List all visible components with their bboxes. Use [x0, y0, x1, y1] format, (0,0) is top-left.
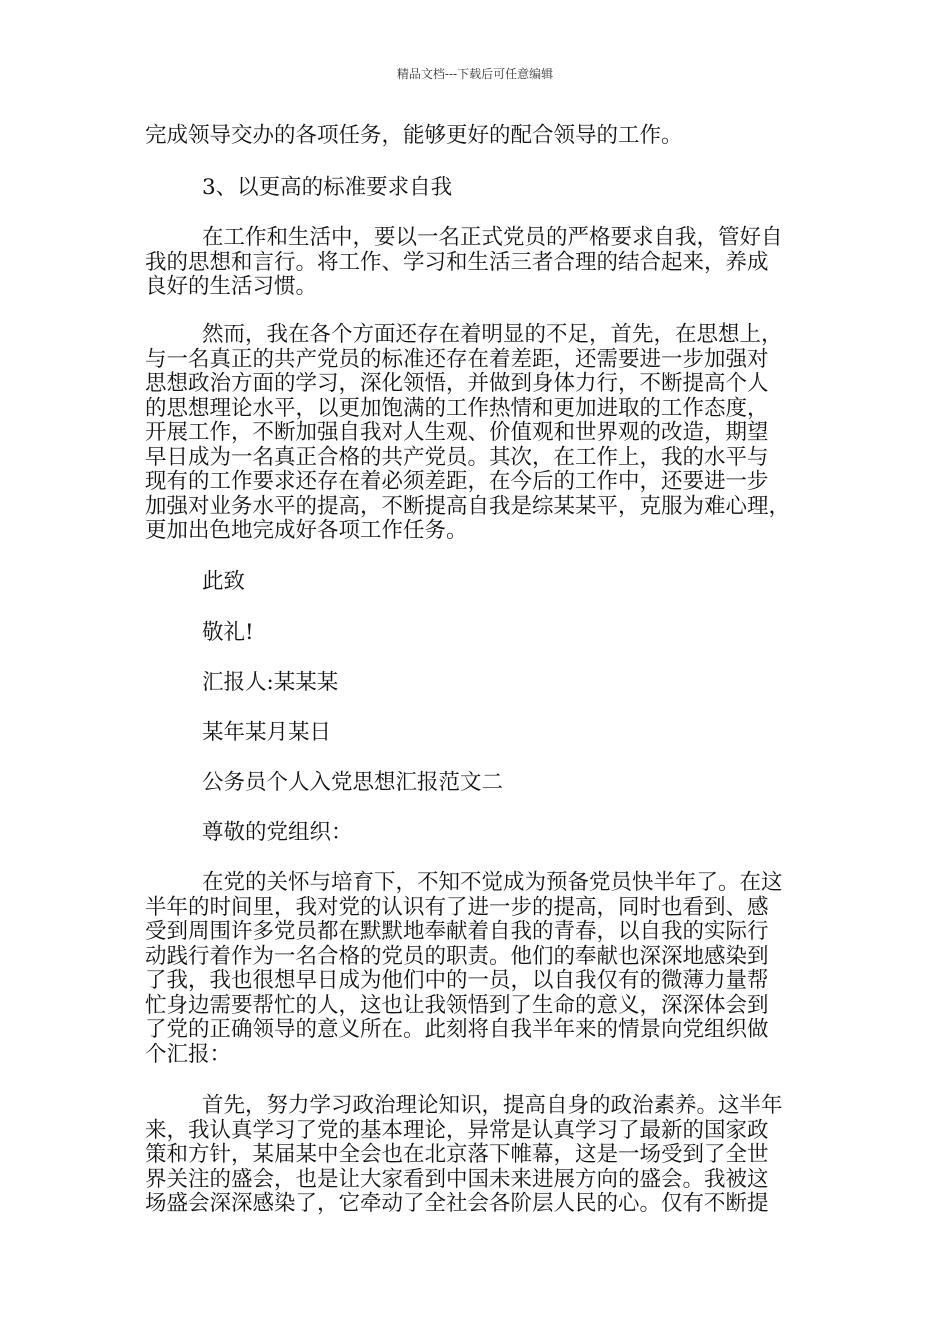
- text-line: 在党的关怀与培育下，不知不觉成为预备党员快半年了。在这: [202, 870, 783, 895]
- text-line: 我的思想和言行。将工作、学习和生活三者合理的结合起来，养成: [145, 249, 769, 275]
- text-line: 首先，努力学习政治理论知识，提高自身的政治素养。这半年: [202, 1093, 783, 1118]
- text-line: 良好的生活习惯。: [145, 274, 318, 299]
- paragraph-continuation: [145, 124, 825, 149]
- paragraph-shortcomings: [145, 323, 825, 544]
- text-line: 加强对业务水平的提高，不断提高自我是综某某平，克服为难心理，: [145, 493, 791, 519]
- text-line: 场盛会深深感染了，它牵动了全社会各阶层人民的心。仅有不断提: [145, 1191, 769, 1216]
- paragraph-intro: [145, 871, 825, 1067]
- text-line: 的思想理论水平，以更加饱满的工作热情和更加进取的工作态度，: [145, 395, 769, 421]
- text-line: 来，我认真学习了党的基本理论，异常是认真学习了最新的国家政: [145, 1117, 769, 1143]
- reporter-signature: 汇报人:某某某: [202, 670, 339, 695]
- text-line: 现有的工作要求还存在着必须差距，在今后的工作中，还要进一步: [145, 469, 769, 494]
- page-header: 精品文档---下载后可任意编辑: [396, 67, 554, 81]
- text-line: 半年的时间里，我对党的认识有了进一步的提高，同时也看到、感: [145, 894, 769, 920]
- text-line: 思想政治方面的学习，深化领悟，并做到身体力行，不断提高个人: [145, 371, 769, 396]
- paragraph-work-life: [145, 226, 825, 300]
- text-line: 早日成为一名真正合格的共产党员。其次，在工作上，我的水平与: [145, 444, 769, 470]
- text-line: 然而，我在各个方面还存在着明显的不足，首先，在思想上，: [202, 322, 783, 347]
- text-line: 与一名真正的共产党员的标准还存在着差距，还需要进一步加强对: [145, 346, 769, 372]
- section-heading: 3、以更高的标准要求自我: [202, 175, 453, 200]
- salutation: 尊敬的党组织：: [202, 820, 353, 845]
- text-line: 了我，我也很想早日成为他们中的一员，以自我仅有的微薄力量帮: [145, 968, 769, 993]
- text-line: 了党的正确领导的意义所在。此刻将自我半年来的情景向党组织做: [145, 1017, 769, 1042]
- text-line: 策和方针，某届某中全会也在北京落下帷幕，这是一场受到了全世: [145, 1142, 769, 1167]
- text-line: 忙身边需要帮忙的人，这也让我领悟到了生命的意义，深深体会到: [145, 992, 769, 1018]
- text-line: 界关注的盛会，也是让大家看到中国未来进展方向的盛会。我被这: [145, 1166, 769, 1192]
- text-line: 完成领导交办的各项任务，能够更好的配合领导的工作。: [145, 123, 683, 148]
- text-line: 个汇报：: [145, 1041, 232, 1067]
- document-title-2: 公务员个人入党思想汇报范文二: [202, 770, 504, 795]
- text-line: 受到周围许多党员都在默默地奉献着自我的青春，以自我的实际行: [145, 919, 769, 944]
- text-line: 开展工作，不断加强自我对人生观、价值观和世界观的改造，期望: [145, 420, 769, 445]
- report-date: 某年某月某日: [202, 720, 332, 745]
- closing-salutation: 此致: [202, 569, 246, 594]
- paragraph-first-point: [145, 1094, 825, 1217]
- text-line: 更加出色地完成好各项工作任务。: [145, 518, 468, 543]
- text-line: 在工作和生活中，要以一名正式党员的严格要求自我，管好自: [202, 225, 783, 250]
- text-line: 动践行着作为一名合格的党员的职责。他们的奉献也深深地感染到: [145, 943, 769, 969]
- closing-regards: 敬礼!: [202, 620, 254, 645]
